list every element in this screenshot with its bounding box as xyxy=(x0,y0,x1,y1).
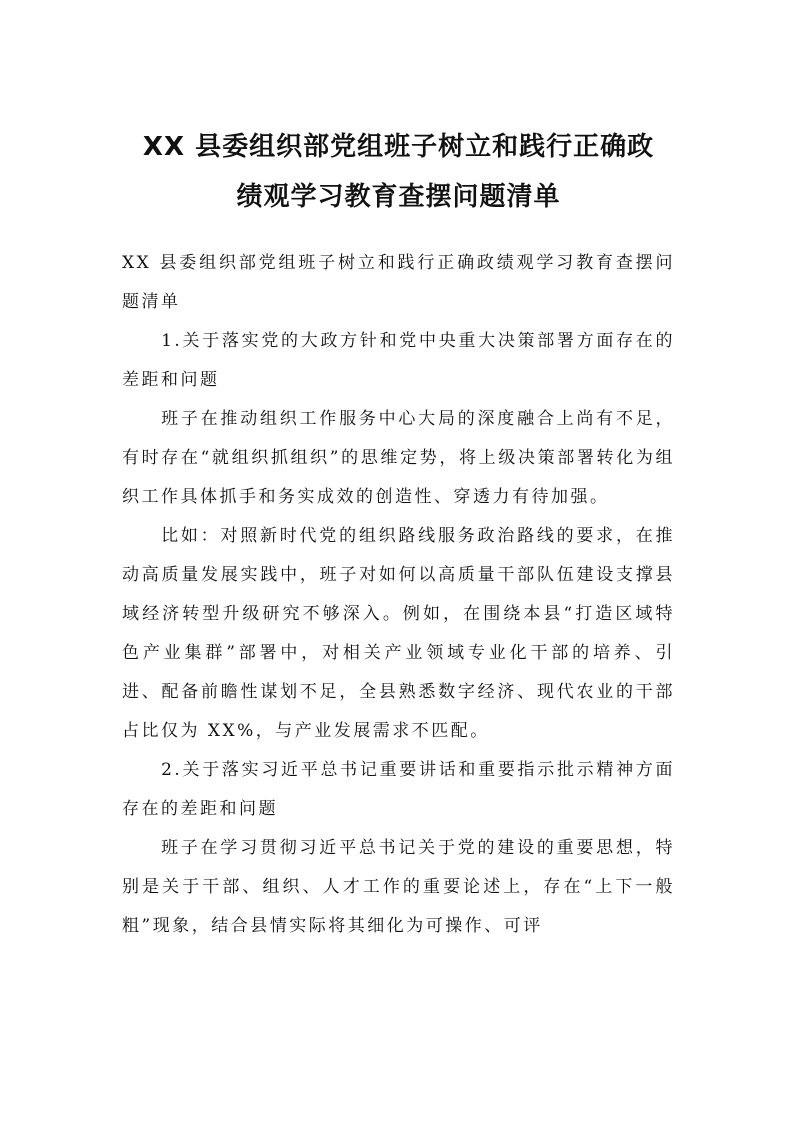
paragraph-1: 班子在推动组织工作服务中心大局的深度融合上尚有不足，有时存在“就组织抓组织”的思维定势，将上级决策部署转化为组织工作具体抓手和务实成效的创造性、穿透力有待加强。 xyxy=(122,409,675,507)
section-heading-1: 1.关于落实党的大政方针和党中央重大决策部署方面存在的差距和问题 xyxy=(122,331,675,390)
paragraph-heading-repeat: XX 县委组织部党组班子树立和践行正确政绩观学习教育查摆问题清单 xyxy=(122,253,675,312)
title-line-1: XX 县委组织部党组班子树立和践行正确政 xyxy=(142,132,655,162)
document-title xyxy=(122,122,675,222)
document-body xyxy=(122,244,675,946)
paragraph-3: 班子在学习贯彻习近平总书记关于党的建设的重要思想，特别是关于干部、组织、人才工作的重要论述上，存在“上下一般粗”现象，结合县情实际将其细化为可操作、可评 xyxy=(122,838,675,936)
paragraph-2: 比如：对照新时代党的组织路线服务政治路线的要求，在推动高质量发展实践中，班子对如何以高质量干部队伍建设支撑县域经济转型升级研究不够深入。例如，在围绕本县“打造区域特色产业集群”部署中，对相关产业领域专业化干部的培养、引进、配备前瞻性谋划不足，全县熟悉数字经济、现代农业的干部占比仅为 XX%，与产业发展需求不匹配。 xyxy=(122,526,675,741)
title-line-2: 绩观学习教育查摆问题清单 xyxy=(236,182,561,212)
section-heading-2: 2.关于落实习近平总书记重要讲话和重要指示批示精神方面存在的差距和问题 xyxy=(122,760,675,819)
